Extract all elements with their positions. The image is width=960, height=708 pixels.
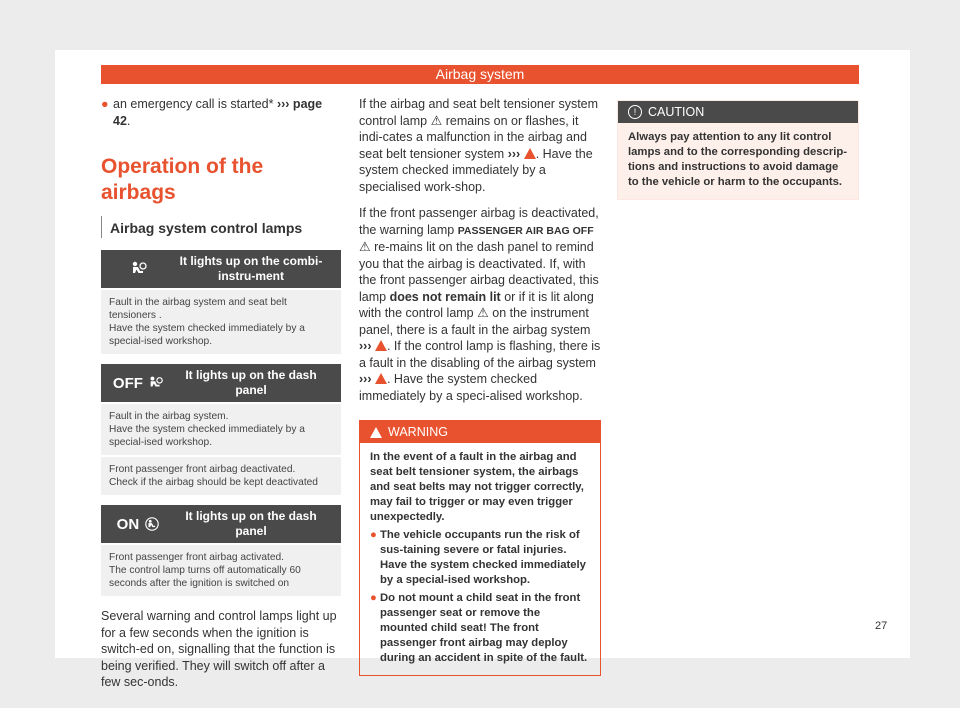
cross-ref-arrow[interactable]: ››› [359, 372, 372, 386]
column-left [101, 96, 341, 691]
lamp-header [101, 364, 341, 402]
warning-header [360, 421, 600, 443]
bullet-dot-icon: ● [370, 592, 377, 604]
warning-triangle-icon [370, 427, 382, 438]
on-label-icon: ON [116, 515, 140, 533]
bullet-end: . [126, 114, 131, 128]
lamp-header-text: It lights up on the combi-instru-ment [179, 254, 323, 283]
lamp-desc-line: Fault in the airbag system and seat belt tensioners . [109, 297, 287, 321]
airbag-lamp-icon: ⚠ [477, 305, 489, 320]
warning-intro: In the event of a fault in the airbag and seat belt tensioner system, the airbags and seat belts may not trigger correctly, may fail to trigger or may even trigger unexpectedly. [370, 451, 584, 523]
airbag-person-icon [109, 260, 169, 278]
lamp-block-passenger-on [101, 505, 341, 596]
airbag-person-icon [143, 516, 161, 532]
lamp-desc-line: Fault in the airbag system. [109, 411, 229, 422]
caution-body: Always pay attention to any lit control lamps and to the corresponding descrip-tions and instructions to avoid damage to the vehicle or harm to the occupants. [618, 123, 858, 199]
airbag-person-icon: ⚠ [359, 239, 371, 254]
warning-triangle-icon [524, 148, 536, 159]
text-run: or if it is lit along with the control lamp [359, 289, 594, 320]
lamp-desc-line: The control lamp turns off automatically 60 seconds after the ignition is switched on [109, 565, 301, 589]
lamp-desc-line: Have the system checked immediately by a special-ised workshop. [109, 323, 305, 347]
body-paragraph [359, 205, 601, 404]
lamp-desc-line: Check if the airbag should be kept deactivated [109, 477, 318, 488]
airbag-person-icon [147, 375, 165, 391]
caution-header [618, 101, 858, 123]
lamp-header [101, 250, 341, 288]
warning-box [359, 420, 601, 676]
text-run: If the front passenger airbag is deactivated, the warning lamp [359, 206, 599, 237]
airbag-lamp-icon: ⚠ [430, 112, 443, 128]
text-run: remains on or flashes, it indi-cates a malfunction in the airbag and seat belt tensioner system [359, 113, 587, 161]
bold-text: does not remain lit [389, 289, 501, 304]
lamp-header [101, 505, 341, 543]
cross-ref-arrow[interactable]: ››› [359, 339, 372, 353]
control-lamp-table [101, 250, 341, 596]
lamp-description [101, 543, 341, 596]
lamp-description [101, 402, 341, 455]
lamp-desc-line: Front passenger front airbag activated. [109, 552, 284, 563]
warning-bullet [370, 591, 590, 666]
text-run: on the instrument panel, there is a fault in the airbag system [359, 306, 591, 337]
caution-title: CAUTION [648, 105, 705, 119]
text-run: . Have the system checked immediately by a speci-alised workshop. [359, 372, 583, 403]
section-header: Airbag system [101, 65, 859, 84]
warning-bullet-text: The vehicle occupants run the risk of sus-taining severe or fatal injuries. Have the system checked immediately by a special-ised workshop. [380, 529, 586, 586]
off-label-icon: OFF [112, 374, 143, 392]
lamp-description [101, 455, 341, 495]
warning-bullet-text: Do not mount a child seat in the front passenger seat or remove the mounted child seat! The front passenger front airbag may deploy during an accident in spite of the fault. [380, 592, 588, 664]
text-run: re-mains lit on the dash panel to remind you that the airbag is deactivated. If, with the front passenger airbag deactivated, this lamp [359, 240, 599, 304]
bullet-dot-icon: ● [101, 97, 109, 111]
column-right [617, 96, 859, 200]
warning-title: WARNING [388, 425, 448, 439]
passenger-airbag-off-label: PASSENGER AIR BAG OFF [457, 224, 594, 237]
lamp-header-text: It lights up on the dash panel [185, 509, 317, 538]
text-run: If the airbag and seat belt tensioner system control lamp [359, 97, 599, 128]
subsection-heading: Airbag system control lamps [101, 216, 341, 238]
text-run: . If the control lamp is flashing, there is a fault in the disabling of the airbag system [359, 339, 601, 370]
warning-triangle-icon [375, 340, 387, 351]
lamp-block-passenger-off [101, 364, 341, 495]
text-run: . Have the system checked immediately by a specialised work-shop. [359, 146, 593, 194]
caution-box [617, 100, 859, 200]
body-paragraph: Several warning and control lamps light up for a few seconds when the ignition is switch-ed on, signalling that the function is being verified. They will switch off after a few sec-onds. [101, 609, 337, 689]
warning-triangle-icon [375, 373, 387, 384]
bullet-dot-icon: ● [370, 529, 377, 541]
lamp-description [101, 288, 341, 354]
page-link[interactable]: ››› page 42 [113, 97, 323, 128]
warning-bullet [370, 528, 590, 588]
section-heading: Operation of the airbags [101, 155, 264, 204]
cross-ref-arrow[interactable]: ››› [507, 146, 521, 161]
lamp-header-text: It lights up on the dash panel [185, 368, 317, 397]
warning-body [360, 443, 600, 675]
page-number: 27 [875, 620, 888, 632]
bullet-item [101, 96, 341, 130]
bullet-text: an emergency call is started* [113, 97, 277, 111]
lamp-desc-line: Have the system checked immediately by a special-ised workshop. [109, 424, 305, 448]
body-paragraph [359, 96, 601, 195]
info-circle-icon: ! [628, 105, 642, 119]
lamp-desc-line: Front passenger front airbag deactivated. [109, 464, 296, 475]
lamp-block-airbag-fault [101, 250, 341, 354]
column-middle [359, 96, 601, 676]
